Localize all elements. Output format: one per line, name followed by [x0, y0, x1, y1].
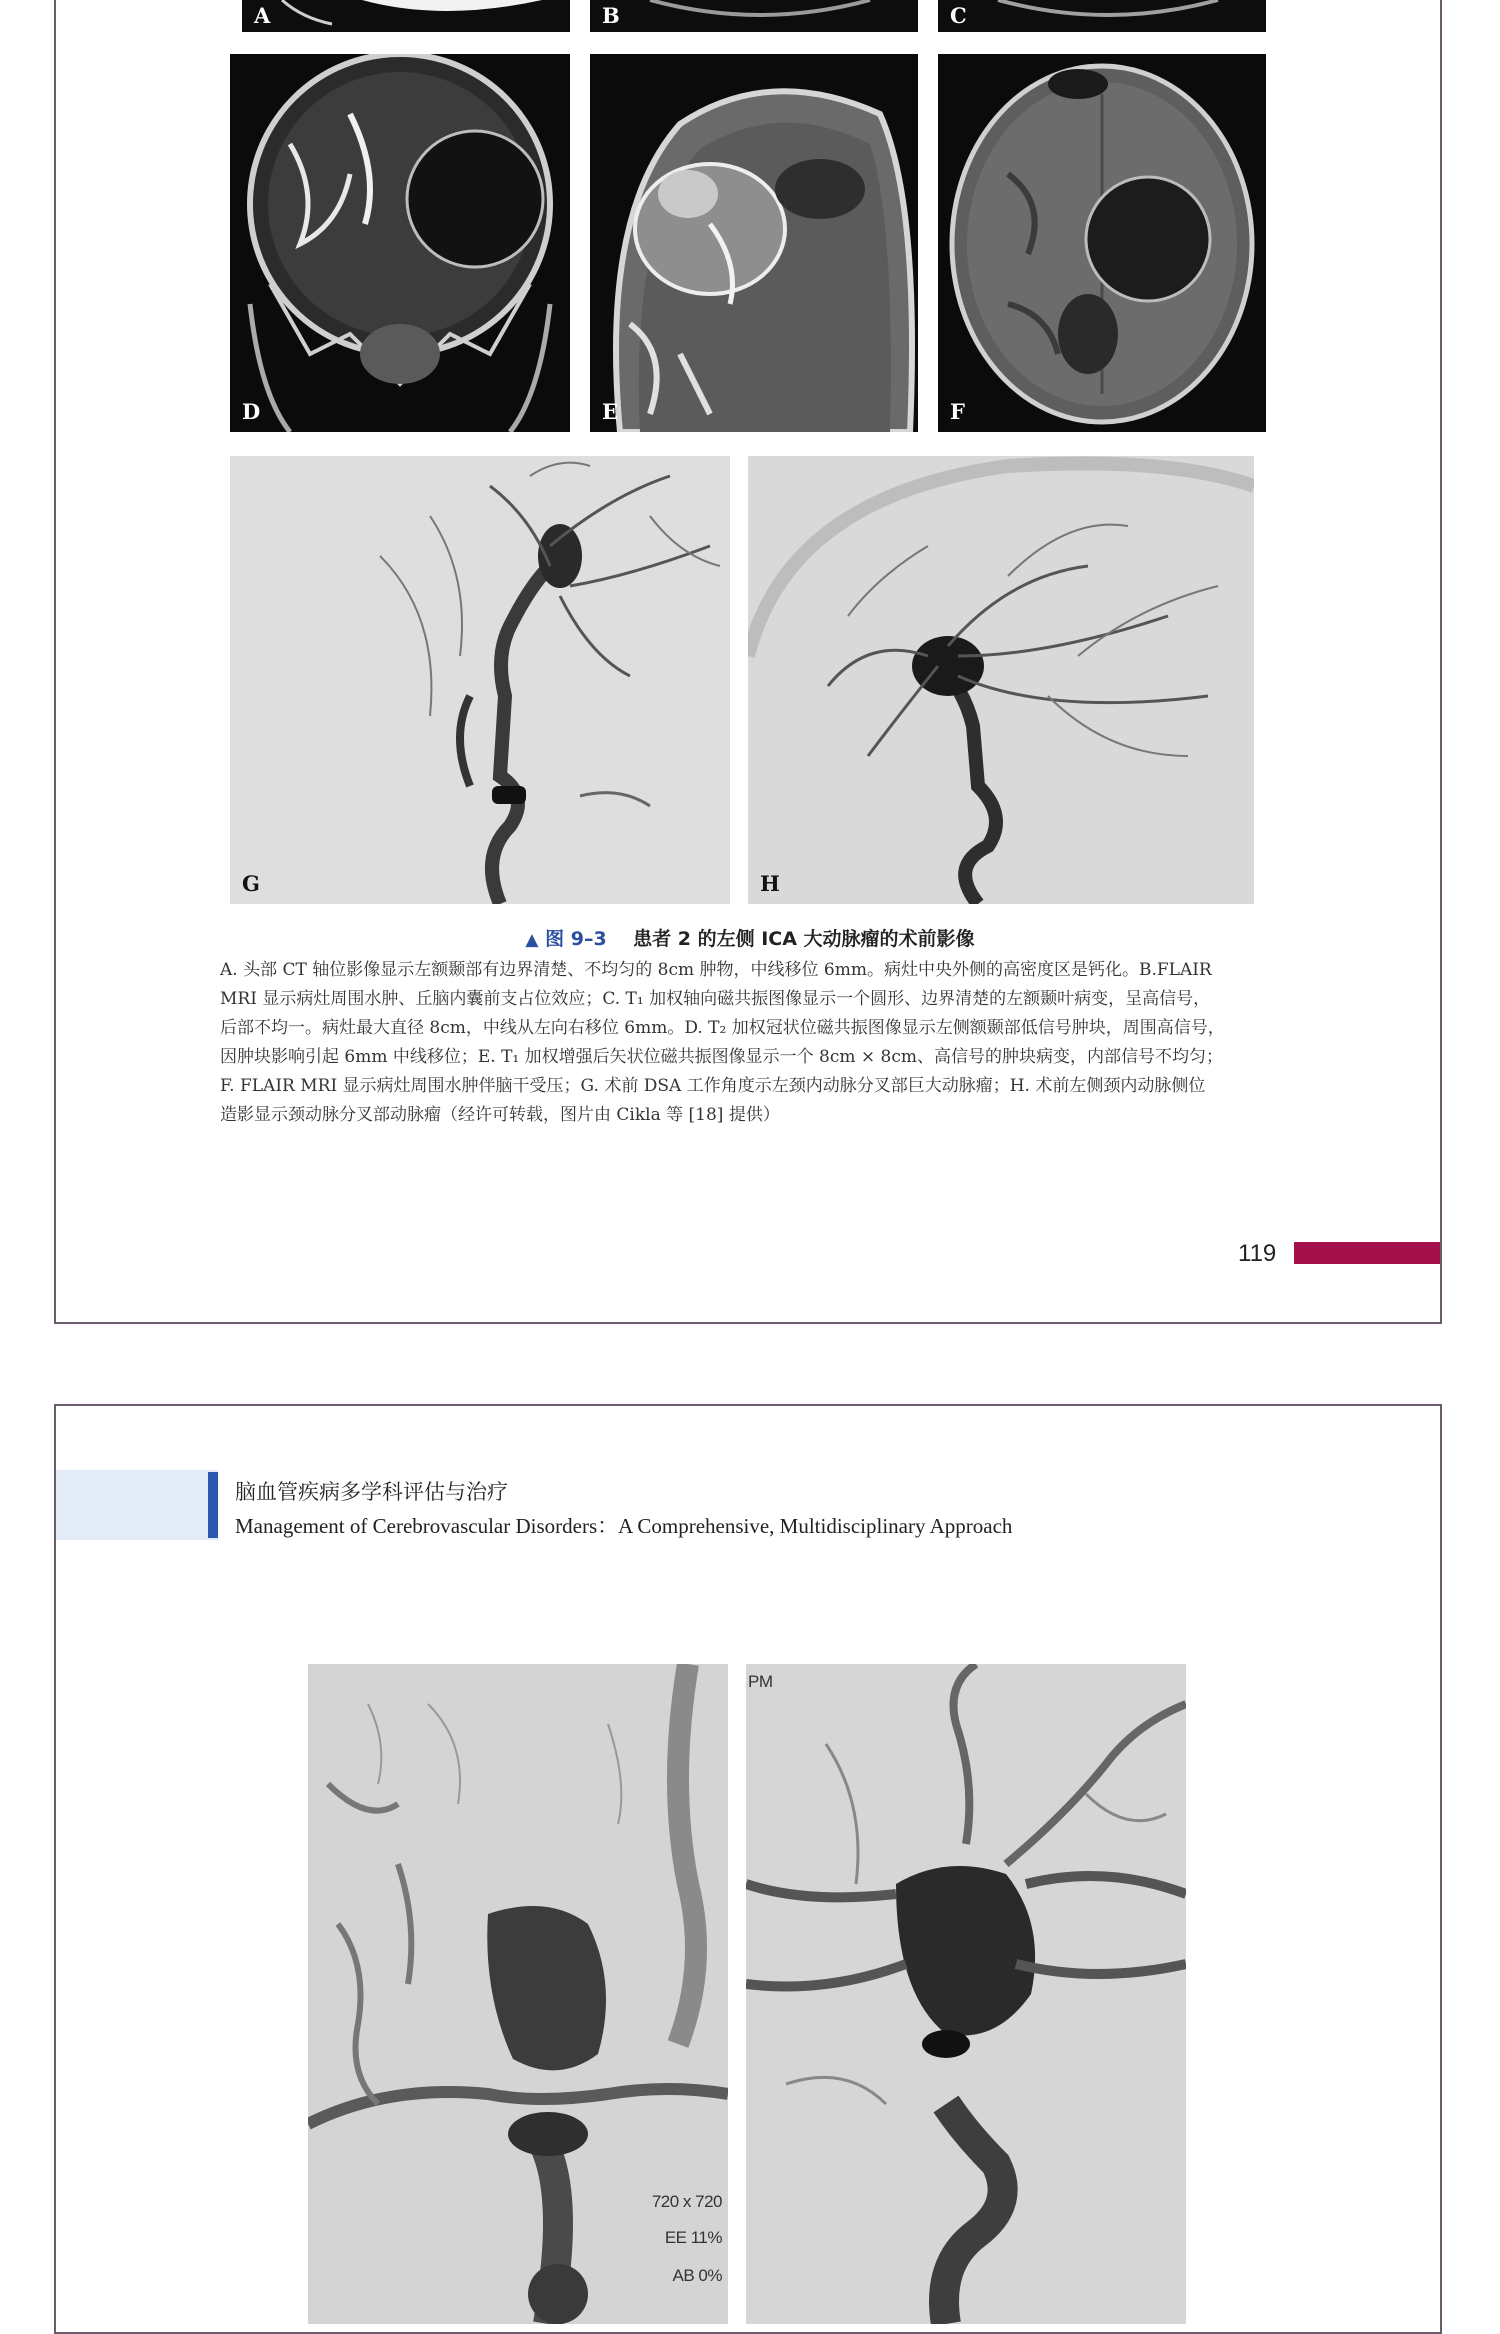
figure-panel-g — [230, 456, 730, 904]
panel-label-e: E — [602, 399, 619, 424]
figure-caption-body — [220, 956, 1278, 1130]
figure-panel-dsa-right — [746, 1664, 1186, 2324]
panel-label-h: H — [760, 871, 780, 896]
figure-caption-title — [0, 924, 1500, 951]
figure-panel-f — [938, 54, 1266, 432]
panel-label-b: B — [602, 3, 620, 28]
caption-line: 造影显示颈动脉分叉部动脉瘤（经许可转载，图片由 Cikla 等 [18] 提供） — [220, 1105, 780, 1125]
triangle-marker-icon: ▲ — [525, 930, 539, 950]
figure-title: 患者 2 的左侧 ICA 大动脉瘤的术前影像 — [633, 928, 975, 950]
caption-line: F. FLAIR MRI 显示病灶周围水肿伴脑干受压；G. 术前 DSA 工作角度示左颈内动脉分叉部巨大动脉瘤；H. 术前左侧颈内动脉侧位 — [220, 1076, 1206, 1096]
page-number: 119 — [1238, 1240, 1277, 1267]
running-header-title-cn: 脑血管疾病多学科评估与治疗 — [235, 1480, 508, 1504]
caption-line: 因肿块影响引起 6mm 中线移位；E. T₁ 加权增强后矢状位磁共振图像显示一个 8cm × 8cm、高信号的肿块病变，内部信号不均匀； — [220, 1047, 1224, 1067]
figure-panel-e — [590, 54, 918, 432]
page-number-accent-bar — [1294, 1242, 1440, 1264]
figure-panel-d — [230, 54, 570, 432]
dsa-readout-matrix: 720 x 720 — [651, 2192, 722, 2211]
figure-panel-a — [242, 0, 570, 32]
dsa-readout-ab: AB 0% — [672, 2266, 722, 2285]
running-header-accent — [208, 1472, 218, 1538]
figure-panel-dsa-left — [308, 1664, 728, 2324]
running-header-title-en: Management of Cerebrovascular Disorders：A Comprehensive, Multidisciplinary Approach — [235, 1514, 1013, 1538]
caption-line: 后部不均一。病灶最大直径 8cm，中线从左向右移位 6mm。D. T₂ 加权冠状位磁共振图像显示左侧额颞部低信号肿块，周围高信号， — [220, 1018, 1225, 1038]
figure-panel-h — [748, 456, 1254, 904]
caption-line: A. 头部 CT 轴位影像显示左额颞部有边界清楚、不均匀的 8cm 肿物，中线移位 6mm。病灶中央外侧的高密度区是钙化。B.FLAIR — [220, 960, 1212, 980]
panel-label-f: F — [950, 399, 965, 424]
panel-label-g: G — [242, 871, 260, 896]
dsa-readout-pm: PM — [748, 1672, 773, 1691]
panel-label-d: D — [242, 399, 261, 424]
dsa-readout-ee: EE 11% — [664, 2228, 722, 2247]
caption-line: MRI 显示病灶周围水肿、丘脑内囊前支占位效应；C. T₁ 加权轴向磁共振图像显示一个圆形、边界清楚的左额颞叶病变，呈高信号， — [220, 989, 1211, 1009]
running-header-band — [56, 1470, 218, 1540]
figure-panel-b — [590, 0, 918, 32]
panel-label-a: A — [254, 3, 271, 28]
panel-label-c: C — [950, 3, 967, 28]
figure-panel-c — [938, 0, 1266, 32]
figure-number: 图 9–3 — [545, 928, 607, 950]
